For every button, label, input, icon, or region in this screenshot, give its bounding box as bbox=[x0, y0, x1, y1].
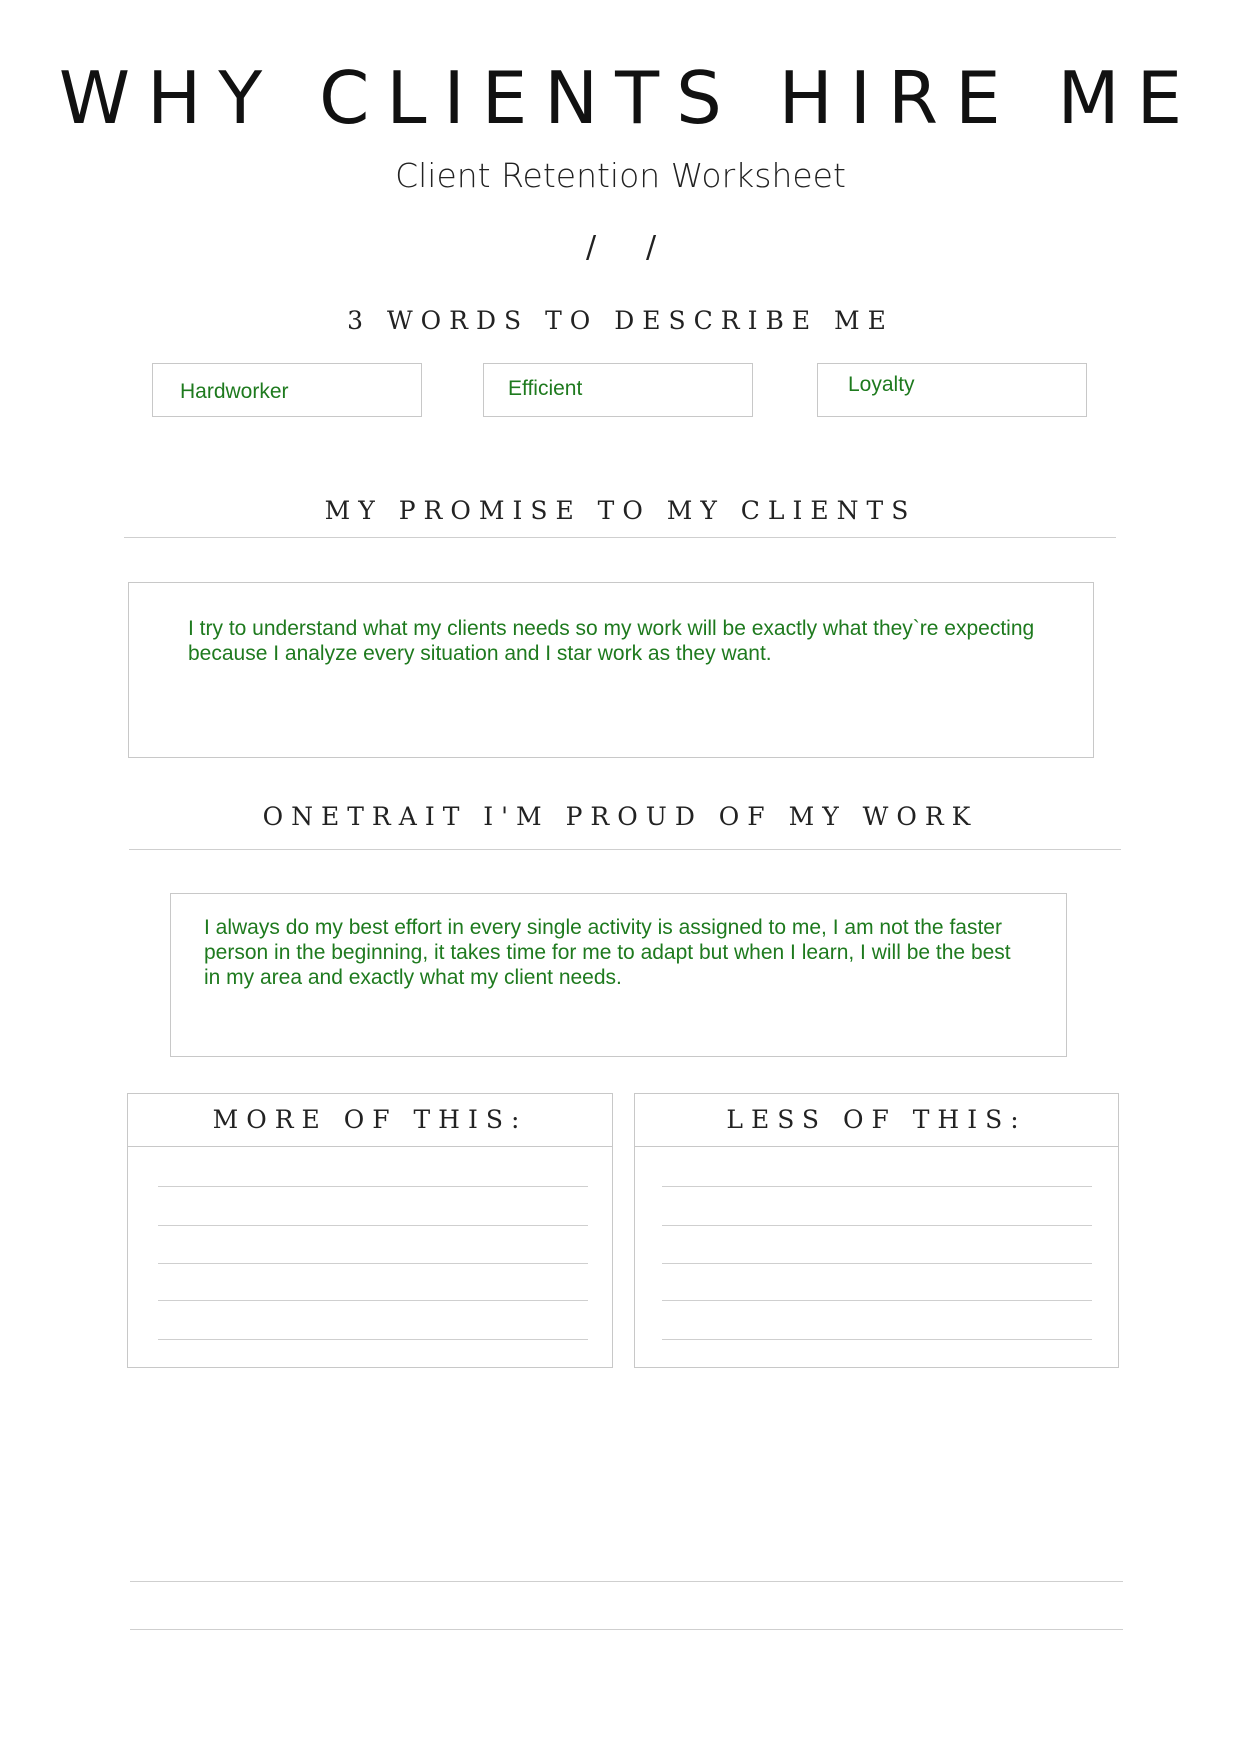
trait-divider bbox=[129, 849, 1121, 850]
more-write-line[interactable] bbox=[158, 1186, 588, 1187]
page-title: WHY CLIENTS HIRE ME bbox=[58, 56, 1200, 140]
more-write-line[interactable] bbox=[158, 1225, 588, 1226]
trait-line-1: I always do my best effort in every single activity is assigned to me, I am not the faster bbox=[204, 916, 1002, 939]
promise-text-field[interactable] bbox=[128, 582, 1094, 758]
trait-text-field[interactable] bbox=[170, 893, 1067, 1057]
date-separator-1: / bbox=[586, 230, 597, 265]
word-value-2: Efficient bbox=[508, 377, 583, 400]
word-field-1[interactable] bbox=[152, 363, 422, 417]
trait-heading: ONETRAIT I'M PROUD OF MY WORK bbox=[262, 802, 979, 831]
word-value-1: Hardworker bbox=[180, 380, 289, 403]
trait-line-3: in my area and exactly what my client needs. bbox=[204, 966, 622, 989]
promise-line-1: I try to understand what my clients needs so my work will be exactly what they`re expecting bbox=[188, 617, 1035, 640]
promise-heading: MY PROMISE TO MY CLIENTS bbox=[324, 496, 917, 525]
trait-line-2: person in the beginning, it takes time for me to adapt but when I learn, I will be the best bbox=[204, 941, 1011, 964]
more-of-this-panel bbox=[127, 1093, 613, 1368]
footer-write-line[interactable] bbox=[130, 1581, 1123, 1582]
word-field-3[interactable] bbox=[817, 363, 1087, 417]
word-value-3: Loyalty bbox=[848, 373, 915, 396]
promise-line-2: because I analyze every situation and I star work as they want. bbox=[188, 642, 772, 665]
footer-write-line[interactable] bbox=[130, 1629, 1123, 1630]
less-write-line[interactable] bbox=[662, 1300, 1092, 1301]
word-field-2[interactable] bbox=[483, 363, 753, 417]
more-write-line[interactable] bbox=[158, 1300, 588, 1301]
less-of-this-heading: LESS OF THIS: bbox=[635, 1094, 1118, 1147]
date-separator-2: / bbox=[646, 230, 657, 265]
less-write-line[interactable] bbox=[662, 1225, 1092, 1226]
words-heading: 3 WORDS TO DESCRIBE ME bbox=[347, 306, 894, 335]
more-write-line[interactable] bbox=[158, 1339, 588, 1340]
promise-divider bbox=[124, 537, 1116, 538]
less-write-line[interactable] bbox=[662, 1186, 1092, 1187]
less-write-line[interactable] bbox=[662, 1263, 1092, 1264]
page-subtitle: Client Retention Worksheet bbox=[395, 156, 846, 195]
more-of-this-heading: MORE OF THIS: bbox=[128, 1094, 612, 1147]
less-write-line[interactable] bbox=[662, 1339, 1092, 1340]
less-of-this-panel bbox=[634, 1093, 1119, 1368]
more-write-line[interactable] bbox=[158, 1263, 588, 1264]
